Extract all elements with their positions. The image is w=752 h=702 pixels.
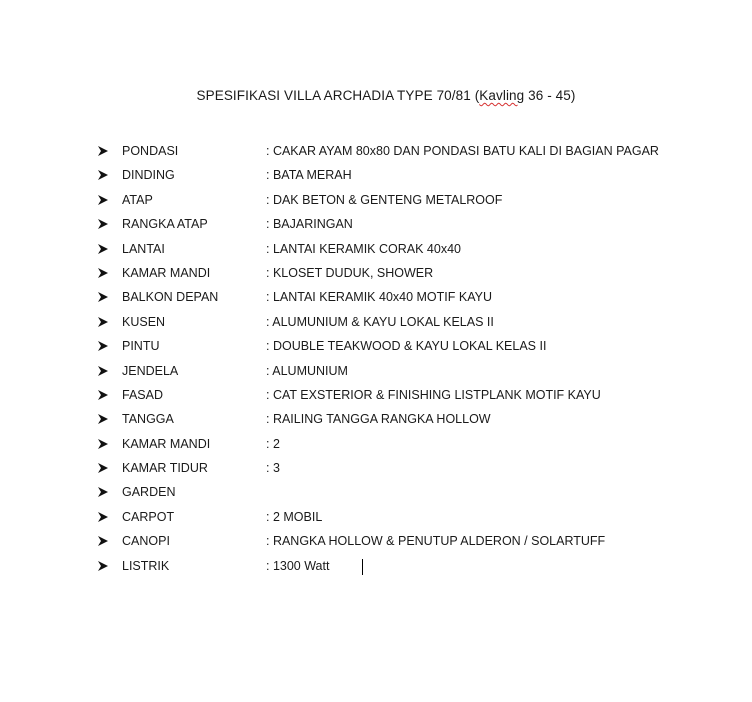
spec-label: CANOPI — [122, 534, 170, 549]
arrowhead-bullet-icon — [97, 315, 109, 329]
spec-value: : 3 — [266, 461, 280, 476]
spec-label: LANTAI — [122, 241, 165, 256]
list-item — [0, 533, 752, 557]
list-item — [0, 363, 752, 387]
spec-label: FASAD — [122, 387, 163, 402]
spec-label: JENDELA — [122, 363, 179, 378]
spec-value: : BAJARINGAN — [266, 217, 353, 232]
arrowhead-bullet-icon — [97, 266, 109, 280]
spec-label: DINDING — [122, 168, 175, 183]
arrowhead-bullet-icon — [97, 412, 109, 426]
title-text-end: 36 - 45) — [524, 88, 576, 103]
spec-value: : CAKAR AYAM 80x80 DAN PONDASI BATU KALI DI BAGIAN PAGAR — [266, 144, 659, 158]
arrowhead-bullet-icon — [97, 461, 109, 475]
spec-label: BALKON DEPAN — [122, 290, 219, 305]
spec-value: : 1300 Watt — [266, 558, 330, 573]
arrowhead-bullet-icon — [97, 242, 109, 256]
arrowhead-bullet-icon — [97, 364, 109, 378]
spec-label: KAMAR MANDI — [122, 265, 211, 280]
spec-label: CARPOT — [122, 509, 175, 524]
spec-value: : LANTAI KERAMIK CORAK 40x40 — [266, 241, 461, 256]
list-item — [0, 460, 752, 484]
spec-value: : RAILING TANGGA RANGKA HOLLOW — [266, 412, 491, 427]
list-item — [0, 265, 752, 289]
list-item — [0, 216, 752, 240]
spec-value: : 2 — [266, 436, 280, 451]
arrowhead-bullet-icon — [97, 193, 109, 207]
spec-value: : BATA MERAH — [266, 168, 352, 183]
list-item — [0, 484, 752, 508]
spec-label: PINTU — [122, 339, 160, 354]
arrowhead-bullet-icon — [97, 437, 109, 451]
list-item — [0, 289, 752, 313]
list-item — [0, 192, 752, 216]
text-cursor — [362, 559, 363, 575]
spec-label: RANGKA ATAP — [122, 217, 208, 232]
arrowhead-bullet-icon — [97, 144, 109, 158]
spec-label: GARDEN — [122, 485, 176, 500]
title-text: SPESIFIKASI VILLA ARCHADIA TYPE 70/81 ( — [196, 88, 480, 103]
spec-value: : DAK BETON & GENTENG METALROOF — [266, 192, 503, 207]
arrowhead-bullet-icon — [97, 559, 109, 573]
arrowhead-bullet-icon — [97, 534, 109, 548]
spec-value: : RANGKA HOLLOW & PENUTUP ALDERON / SOLARTUFF — [266, 534, 606, 549]
specification-list — [0, 143, 752, 582]
spec-label: KAMAR TIDUR — [122, 461, 208, 476]
list-item — [0, 558, 752, 582]
spec-value: : KLOSET DUDUK, SHOWER — [266, 265, 434, 280]
spec-label: TANGGA — [122, 412, 174, 427]
arrowhead-bullet-icon — [97, 510, 109, 524]
list-item — [0, 387, 752, 411]
spec-label: ATAP — [122, 192, 153, 207]
spec-value: : ALUMUNIUM — [266, 363, 348, 378]
arrowhead-bullet-icon — [97, 217, 109, 231]
spec-label: KAMAR MANDI — [122, 436, 211, 451]
spec-value: : 2 MOBIL — [266, 509, 323, 524]
list-item — [0, 411, 752, 435]
list-item — [0, 509, 752, 533]
list-item — [0, 241, 752, 265]
arrowhead-bullet-icon — [97, 290, 109, 304]
document-title — [0, 88, 752, 103]
arrowhead-bullet-icon — [97, 339, 109, 353]
list-item — [0, 338, 752, 362]
spec-value: : LANTAI KERAMIK 40x40 MOTIF KAYU — [266, 290, 492, 305]
spec-label: LISTRIK — [122, 558, 170, 573]
spec-label: PONDASI — [122, 144, 179, 158]
list-item — [0, 436, 752, 460]
arrowhead-bullet-icon — [97, 485, 109, 499]
arrowhead-bullet-icon — [97, 168, 109, 182]
arrowhead-bullet-icon — [97, 388, 109, 402]
spec-value: : CAT EXSTERIOR & FINISHING LISTPLANK MOTIF KAYU — [266, 387, 601, 402]
list-item — [0, 314, 752, 338]
spec-value: : ALUMUNIUM & KAYU LOKAL KELAS II — [266, 314, 494, 329]
list-item — [0, 167, 752, 191]
list-item — [0, 143, 752, 167]
spec-value: : DOUBLE TEAKWOOD & KAYU LOKAL KELAS II — [266, 339, 547, 354]
spellcheck-flagged-word: Kavling — [479, 88, 525, 103]
spec-label: KUSEN — [122, 314, 166, 329]
